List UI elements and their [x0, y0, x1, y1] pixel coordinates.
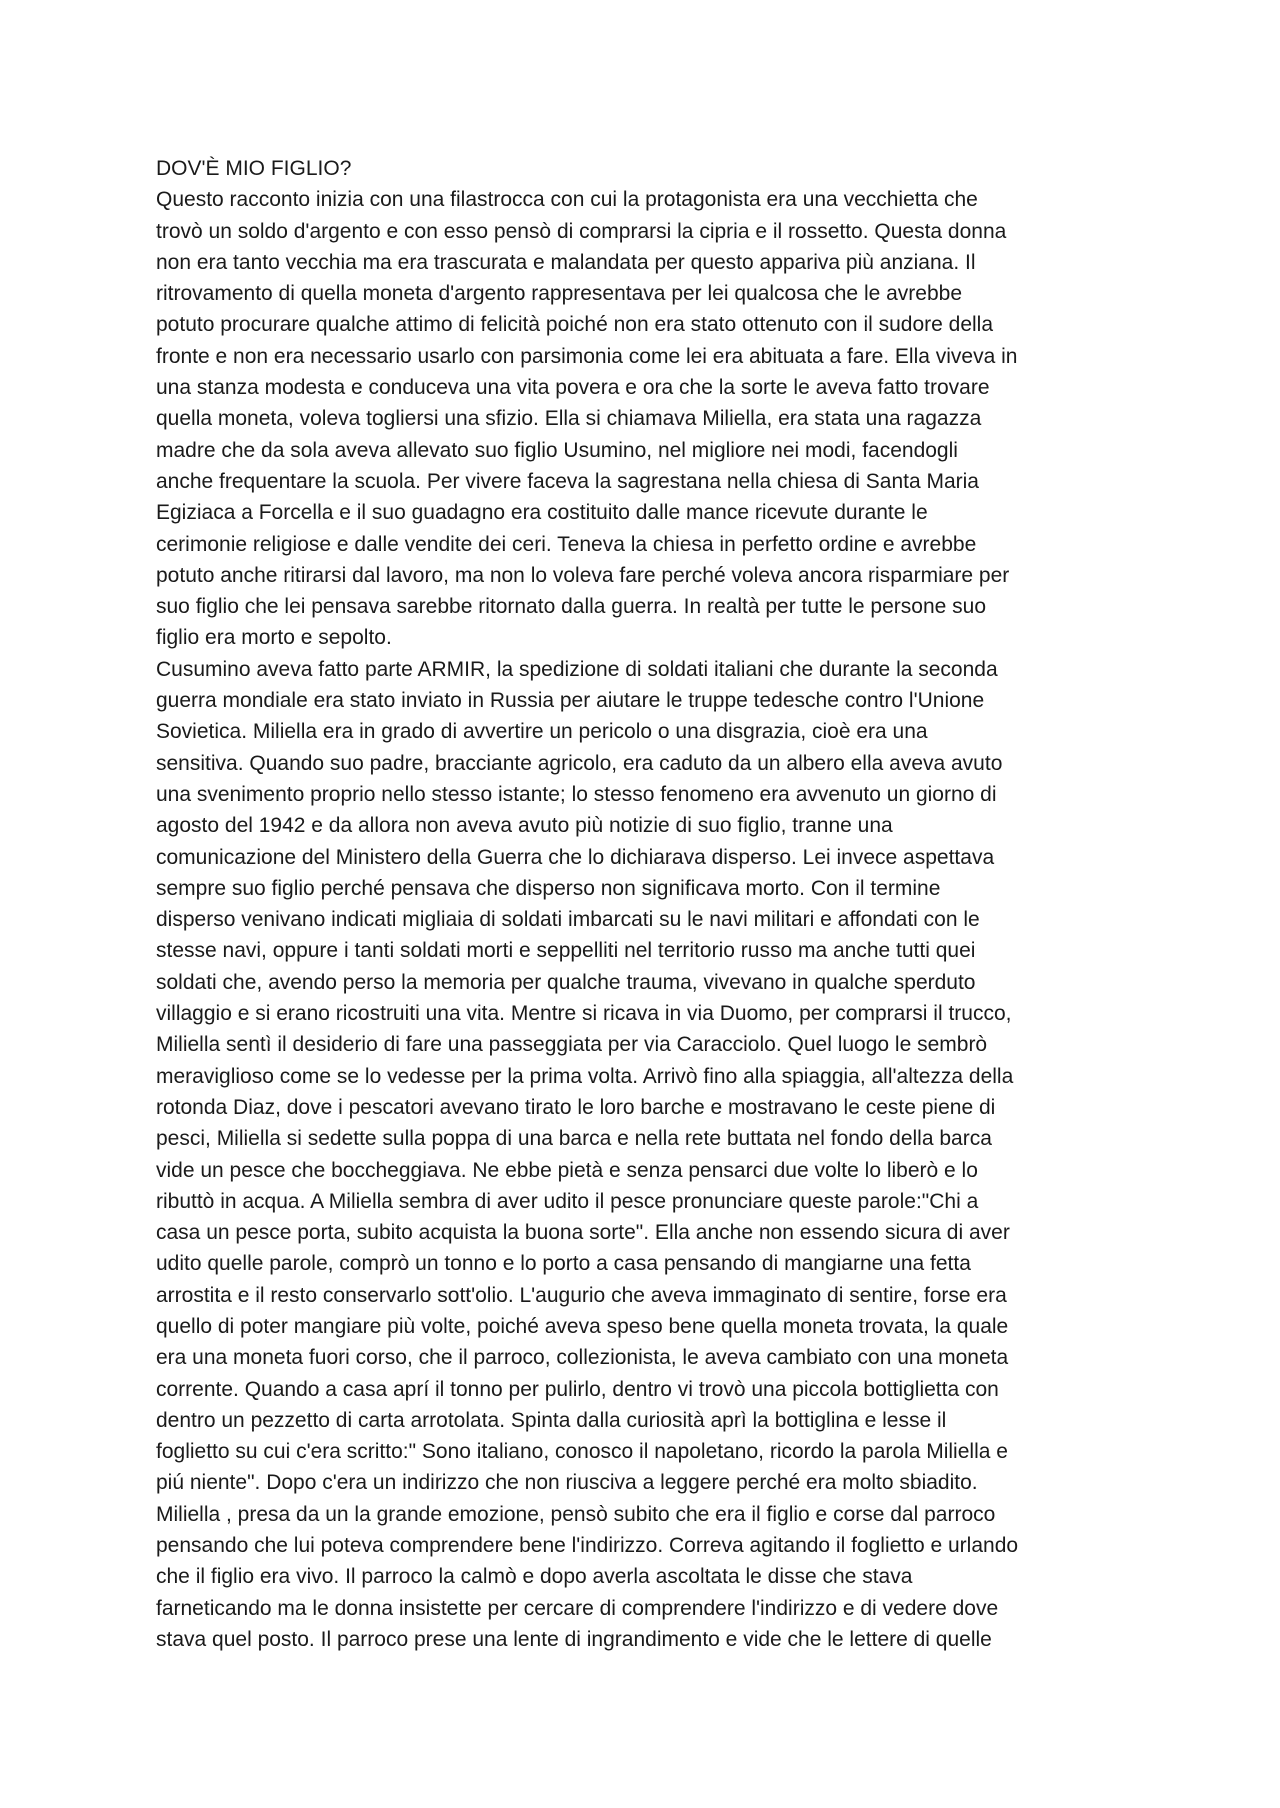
text-line: soldati che, avendo perso la memoria per qualche trauma, vivevano in qualche sperduto: [156, 970, 976, 994]
story-text: [156, 153, 1136, 1655]
text-line: farneticando ma le donna insistette per cercare di comprendere l'indirizzo e di vedere dove: [156, 1596, 999, 1620]
text-line: potuto anche ritirarsi dal lavoro, ma non lo voleva fare perché voleva ancora risparmiare per: [156, 563, 1010, 587]
text-line: cerimonie religiose e dalle vendite dei ceri. Teneva la chiesa in perfetto ordine e avrebbe: [156, 532, 977, 556]
text-line: guerra mondiale era stato inviato in Russia per aiutare le truppe tedesche contro l'Unione: [156, 689, 985, 713]
text-line: ritrovamento di quella moneta d'argento rappresentava per lei qualcosa che le avrebbe: [156, 282, 963, 306]
text-line: Egiziaca a Forcella e il suo guadagno era costituito dalle mance ricevute durante le: [156, 501, 928, 525]
text-line: udito quelle parole, comprò un tonno e lo porto a casa pensando di mangiarne una fetta: [156, 1252, 971, 1276]
text-line: casa un pesce porta, subito acquista la buona sorte". Ella anche non essendo sicura di aver: [156, 1221, 1010, 1245]
text-line: era una moneta fuori corso, che il parroco, collezionista, le aveva cambiato con una moneta: [156, 1346, 1009, 1370]
text-line: stesse navi, oppure i tanti soldati morti e seppelliti nel territorio russo ma anche tutti quei: [156, 939, 976, 963]
text-line: Questo racconto inizia con una filastrocca con cui la protagonista era una vecchietta che: [156, 188, 978, 212]
text-line: stava quel posto. Il parroco prese una lente di ingrandimento e vide che le lettere di quelle: [156, 1627, 992, 1651]
text-line: rotonda Diaz, dove i pescatori avevano tirato le loro barche e mostravano le ceste piene di: [156, 1095, 996, 1119]
text-line: figlio era morto e sepolto.: [156, 626, 392, 650]
text-line: che il figlio era vivo. Il parroco la calmò e dopo averla ascoltata le disse che stava: [156, 1565, 913, 1589]
text-line: una svenimento proprio nello stesso istante; lo stesso fenomeno era avvenuto un giorno di: [156, 782, 997, 806]
text-line: una stanza modesta e conduceva una vita povera e ora che la sorte le aveva fatto trovare: [156, 376, 990, 400]
text-line: pensando che lui poteva comprendere bene l'indirizzo. Correva agitando il foglietto e urlando: [156, 1534, 1019, 1558]
text-line: vide un pesce che boccheggiava. Ne ebbe pietà e senza pensarci due volte lo liberò e lo: [156, 1158, 978, 1182]
text-line: pesci, Miliella si sedette sulla poppa di una barca e nella rete buttata nel fondo della barca: [156, 1127, 992, 1151]
text-line: trovò un soldo d'argento e con esso pensò di comprarsi la cipria e il rossetto. Questa donna: [156, 219, 1007, 243]
text-line: foglietto su cui c'era scritto:" Sono italiano, conosco il napoletano, ricordo la parola Miliella e: [156, 1440, 1008, 1464]
text-line: comunicazione del Ministero della Guerra che lo dichiarava disperso. Lei invece aspettava: [156, 845, 995, 869]
text-line: Sovietica. Miliella era in grado di avvertire un pericolo o una disgrazia, cioè era una: [156, 720, 928, 744]
text-line: Miliella , presa da un la grande emozione, pensò subito che era il figlio e corse dal parroco: [156, 1502, 996, 1526]
text-line: corrente. Quando a casa aprí il tonno per pulirlo, dentro vi trovò una piccola bottiglietta con: [156, 1377, 999, 1401]
text-line: arrostita e il resto conservarlo sott'olio. L'augurio che aveva immaginato di sentire, forse era: [156, 1283, 1007, 1307]
text-line: quella moneta, voleva togliersi una sfizio. Ella si chiamava Miliella, era stata una ragazza: [156, 407, 982, 431]
text-line: anche frequentare la scuola. Per vivere faceva la sagrestana nella chiesa di Santa Maria: [156, 469, 979, 493]
text-line: piú niente". Dopo c'era un indirizzo che non riusciva a leggere perché era molto sbiadito.: [156, 1471, 978, 1495]
text-line: suo figlio che lei pensava sarebbe ritornato dalla guerra. In realtà per tutte le persone suo: [156, 595, 987, 619]
text-line: sempre suo figlio perché pensava che disperso non significava morto. Con il termine: [156, 876, 941, 900]
story-title: DOV'È MIO FIGLIO?: [156, 157, 352, 180]
text-line: fronte e non era necessario usarlo con parsimonia come lei era abituata a fare. Ella viveva in: [156, 344, 1018, 368]
text-line: non era tanto vecchia ma era trascurata e malandata per questo appariva più anziana. Il: [156, 250, 976, 274]
text-line: ributtò in acqua. A Miliella sembra di aver udito il pesce pronunciare queste parole:"Chi a: [156, 1189, 979, 1213]
text-line: villaggio e si erano ricostruiti una vita. Mentre si ricava in via Duomo, per comprarsi il trucco,: [156, 1002, 1012, 1026]
text-line: dentro un pezzetto di carta arrotolata. Spinta dalla curiosità aprì la bottiglina e lesse il: [156, 1408, 947, 1432]
text-line: quello di poter mangiare più volte, poiché aveva speso bene quella moneta trovata, la quale: [156, 1314, 1009, 1338]
text-line: Miliella sentì il desiderio di fare una passeggiata per via Caracciolo. Quel luogo le sembrò: [156, 1033, 988, 1057]
text-line: sensitiva. Quando suo padre, bracciante agricolo, era caduto da un albero ella aveva avuto: [156, 751, 1003, 775]
text-line: agosto del 1942 e da allora non aveva avuto più notizie di suo figlio, tranne una: [156, 814, 893, 838]
text-line: Cusumino aveva fatto parte ARMIR, la spedizione di soldati italiani che durante la seconda: [156, 657, 998, 681]
text-line: meraviglioso come se lo vedesse per la prima volta. Arrivò fino alla spiaggia, all'altezza della: [156, 1064, 1014, 1088]
text-line: madre che da sola aveva allevato suo figlio Usumino, nel migliore nei modi, facendogli: [156, 438, 958, 462]
text-line: potuto procurare qualche attimo di felicità poiché non era stato ottenuto con il sudore della: [156, 313, 994, 337]
text-line: disperso venivano indicati migliaia di soldati imbarcati su le navi militari e affondati con le: [156, 908, 980, 932]
